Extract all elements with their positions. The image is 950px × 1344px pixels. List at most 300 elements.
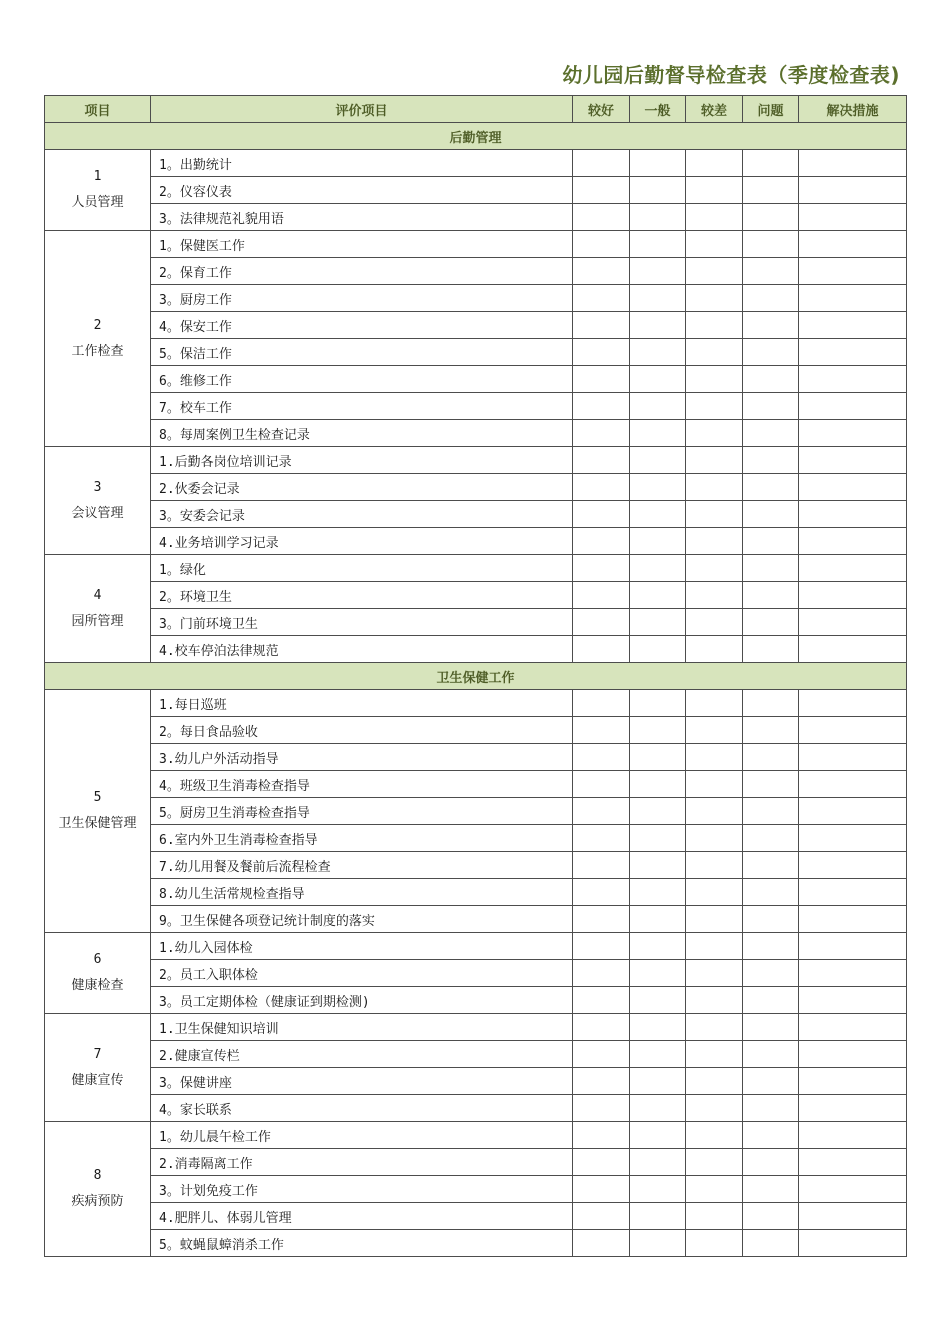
rating-average-cell[interactable] (630, 393, 686, 420)
table-row (45, 825, 907, 852)
rating-good-cell[interactable] (573, 879, 630, 906)
table-row (45, 933, 907, 960)
problem-cell[interactable] (743, 1095, 799, 1122)
rating-good-cell[interactable] (573, 366, 630, 393)
problem-cell[interactable] (743, 582, 799, 609)
rating-poor-cell[interactable] (686, 987, 743, 1014)
rating-good-cell[interactable] (573, 555, 630, 582)
rating-poor-cell[interactable] (686, 1095, 743, 1122)
evaluation-item: 5。厨房卫生消毒检查指导 (151, 798, 573, 825)
evaluation-item: 4.校车停泊法律规范 (151, 636, 573, 663)
problem-cell[interactable] (743, 150, 799, 177)
rating-poor-cell[interactable] (686, 366, 743, 393)
rating-average-cell[interactable] (630, 1122, 686, 1149)
rating-poor-cell[interactable] (686, 204, 743, 231)
category-number: 4 (93, 587, 102, 603)
table-row (45, 501, 907, 528)
category-name: 疾病预防 (71, 1194, 124, 1209)
evaluation-item: 2。保育工作 (151, 258, 573, 285)
evaluation-item: 9。卫生保健各项登记统计制度的落实 (151, 906, 573, 933)
rating-average-cell[interactable] (630, 1068, 686, 1095)
solution-cell[interactable] (799, 690, 907, 717)
solution-cell[interactable] (799, 717, 907, 744)
evaluation-item: 2.伙委会记录 (151, 474, 573, 501)
evaluation-item: 1。出勤统计 (151, 150, 573, 177)
evaluation-item: 3。门前环境卫生 (151, 609, 573, 636)
rating-average-cell[interactable] (630, 933, 686, 960)
rating-average-cell[interactable] (630, 879, 686, 906)
rating-good-cell[interactable] (573, 933, 630, 960)
rating-poor-cell[interactable] (686, 1122, 743, 1149)
solution-cell[interactable] (799, 1014, 907, 1041)
section-title: 卫生保健工作 (45, 663, 907, 690)
problem-cell[interactable] (743, 204, 799, 231)
rating-good-cell[interactable] (573, 690, 630, 717)
category-number: 5 (93, 790, 102, 805)
solution-cell[interactable] (799, 420, 907, 447)
section-header-row (45, 663, 907, 690)
solution-cell[interactable] (799, 933, 907, 960)
evaluation-item: 5。蚊蝇鼠蟑消杀工作 (151, 1230, 573, 1257)
rating-poor-cell[interactable] (686, 501, 743, 528)
rating-good-cell[interactable] (573, 582, 630, 609)
rating-average-cell[interactable] (630, 987, 686, 1014)
evaluation-item: 2。环境卫生 (151, 582, 573, 609)
header-item: 评价项目 (151, 96, 573, 123)
rating-poor-cell[interactable] (686, 933, 743, 960)
problem-cell[interactable] (743, 285, 799, 312)
table-body (45, 123, 907, 1257)
rating-poor-cell[interactable] (686, 447, 743, 474)
rating-average-cell[interactable] (630, 339, 686, 366)
rating-poor-cell[interactable] (686, 1041, 743, 1068)
rating-poor-cell[interactable] (686, 690, 743, 717)
solution-cell[interactable] (799, 204, 907, 231)
evaluation-item: 6.室内外卫生消毒检查指导 (151, 825, 573, 852)
rating-good-cell[interactable] (573, 1149, 630, 1176)
rating-good-cell[interactable] (573, 798, 630, 825)
rating-good-cell[interactable] (573, 906, 630, 933)
rating-average-cell[interactable] (630, 744, 686, 771)
table-row (45, 231, 907, 258)
rating-poor-cell[interactable] (686, 582, 743, 609)
problem-cell[interactable] (743, 1176, 799, 1203)
category-cell (45, 690, 151, 933)
table-row (45, 339, 907, 366)
rating-average-cell[interactable] (630, 474, 686, 501)
solution-cell[interactable] (799, 474, 907, 501)
table-row (45, 744, 907, 771)
header-solution: 解决措施 (799, 96, 907, 123)
table-row (45, 150, 907, 177)
evaluation-item: 2。仪容仪表 (151, 177, 573, 204)
table-row (45, 1041, 907, 1068)
rating-poor-cell[interactable] (686, 771, 743, 798)
solution-cell[interactable] (799, 582, 907, 609)
category-number: 7 (93, 1046, 102, 1062)
rating-good-cell[interactable] (573, 177, 630, 204)
rating-average-cell[interactable] (630, 177, 686, 204)
rating-average-cell[interactable] (630, 636, 686, 663)
rating-average-cell[interactable] (630, 771, 686, 798)
rating-poor-cell[interactable] (686, 1068, 743, 1095)
solution-cell[interactable] (799, 447, 907, 474)
category-name: 健康宣传 (71, 1072, 124, 1088)
solution-cell[interactable] (799, 636, 907, 663)
table-row (45, 258, 907, 285)
solution-cell[interactable] (799, 1122, 907, 1149)
rating-average-cell[interactable] (630, 1014, 686, 1041)
table-row (45, 1068, 907, 1095)
solution-cell[interactable] (799, 825, 907, 852)
rating-good-cell[interactable] (573, 474, 630, 501)
evaluation-item: 2.健康宣传栏 (151, 1041, 573, 1068)
rating-poor-cell[interactable] (686, 420, 743, 447)
rating-poor-cell[interactable] (686, 528, 743, 555)
rating-average-cell[interactable] (630, 906, 686, 933)
rating-good-cell[interactable] (573, 609, 630, 636)
category-cell (45, 555, 151, 663)
evaluation-item: 3。计划免疫工作 (151, 1176, 573, 1203)
evaluation-item: 7。校车工作 (151, 393, 573, 420)
problem-cell[interactable] (743, 366, 799, 393)
solution-cell[interactable] (799, 177, 907, 204)
evaluation-item: 3。安委会记录 (151, 501, 573, 528)
rating-average-cell[interactable] (630, 528, 686, 555)
problem-cell[interactable] (743, 501, 799, 528)
rating-good-cell[interactable] (573, 987, 630, 1014)
table-row (45, 1203, 907, 1230)
problem-cell[interactable] (743, 609, 799, 636)
problem-cell[interactable] (743, 1068, 799, 1095)
problem-cell[interactable] (743, 960, 799, 987)
problem-cell[interactable] (743, 771, 799, 798)
rating-poor-cell[interactable] (686, 636, 743, 663)
rating-good-cell[interactable] (573, 1014, 630, 1041)
problem-cell[interactable] (743, 798, 799, 825)
problem-cell[interactable] (743, 690, 799, 717)
evaluation-item: 8.幼儿生活常规检查指导 (151, 879, 573, 906)
rating-average-cell[interactable] (630, 1149, 686, 1176)
solution-cell[interactable] (799, 528, 907, 555)
rating-good-cell[interactable] (573, 150, 630, 177)
evaluation-item: 1.后勤各岗位培训记录 (151, 447, 573, 474)
rating-good-cell[interactable] (573, 825, 630, 852)
table-row (45, 1122, 907, 1149)
table-row (45, 366, 907, 393)
category-name: 工作检查 (71, 343, 124, 359)
rating-good-cell[interactable] (573, 1176, 630, 1203)
solution-cell[interactable] (799, 879, 907, 906)
solution-cell[interactable] (799, 1203, 907, 1230)
problem-cell[interactable] (743, 312, 799, 339)
category-cell (45, 1014, 151, 1122)
table-row (45, 285, 907, 312)
rating-good-cell[interactable] (573, 1122, 630, 1149)
page-title: 幼儿园后勤督导检查表（季度检查表) (562, 63, 900, 87)
category-name: 园所管理 (71, 613, 124, 629)
rating-poor-cell[interactable] (686, 852, 743, 879)
evaluation-item: 5。保洁工作 (151, 339, 573, 366)
rating-average-cell[interactable] (630, 690, 686, 717)
solution-cell[interactable] (799, 312, 907, 339)
table-row (45, 798, 907, 825)
category-name: 会议管理 (71, 505, 124, 521)
table-row (45, 393, 907, 420)
solution-cell[interactable] (799, 852, 907, 879)
table-row (45, 717, 907, 744)
header-problem: 问题 (743, 96, 799, 123)
rating-poor-cell[interactable] (686, 906, 743, 933)
rating-good-cell[interactable] (573, 636, 630, 663)
rating-good-cell[interactable] (573, 1230, 630, 1257)
rating-good-cell[interactable] (573, 231, 630, 258)
rating-poor-cell[interactable] (686, 177, 743, 204)
evaluation-item: 1。保健医工作 (151, 231, 573, 258)
rating-good-cell[interactable] (573, 1068, 630, 1095)
category-number: 3 (93, 479, 102, 495)
problem-cell[interactable] (743, 933, 799, 960)
evaluation-item: 2。员工入职体检 (151, 960, 573, 987)
rating-good-cell[interactable] (573, 285, 630, 312)
solution-cell[interactable] (799, 393, 907, 420)
table-row (45, 1230, 907, 1257)
solution-cell[interactable] (799, 258, 907, 285)
evaluation-item: 3。保健讲座 (151, 1068, 573, 1095)
rating-good-cell[interactable] (573, 501, 630, 528)
table-row (45, 1095, 907, 1122)
rating-average-cell[interactable] (630, 960, 686, 987)
rating-poor-cell[interactable] (686, 798, 743, 825)
evaluation-item: 3。厨房工作 (151, 285, 573, 312)
rating-average-cell[interactable] (630, 150, 686, 177)
header-good: 较好 (573, 96, 630, 123)
rating-good-cell[interactable] (573, 204, 630, 231)
rating-good-cell[interactable] (573, 960, 630, 987)
solution-cell[interactable] (799, 1149, 907, 1176)
table-header-row (45, 96, 907, 123)
rating-poor-cell[interactable] (686, 555, 743, 582)
rating-average-cell[interactable] (630, 798, 686, 825)
rating-poor-cell[interactable] (686, 1230, 743, 1257)
rating-poor-cell[interactable] (686, 393, 743, 420)
table-row (45, 420, 907, 447)
solution-cell[interactable] (799, 906, 907, 933)
rating-average-cell[interactable] (630, 447, 686, 474)
rating-average-cell[interactable] (630, 501, 686, 528)
table-row (45, 1176, 907, 1203)
solution-cell[interactable] (799, 501, 907, 528)
table-row (45, 609, 907, 636)
problem-cell[interactable] (743, 987, 799, 1014)
solution-cell[interactable] (799, 285, 907, 312)
category-cell (45, 1122, 151, 1257)
solution-cell[interactable] (799, 1176, 907, 1203)
solution-cell[interactable] (799, 744, 907, 771)
problem-cell[interactable] (743, 1230, 799, 1257)
problem-cell[interactable] (743, 744, 799, 771)
category-number: 6 (93, 952, 102, 967)
rating-poor-cell[interactable] (686, 474, 743, 501)
rating-good-cell[interactable] (573, 528, 630, 555)
problem-cell[interactable] (743, 528, 799, 555)
solution-cell[interactable] (799, 1041, 907, 1068)
category-number: 8 (93, 1168, 102, 1183)
table-row (45, 555, 907, 582)
solution-cell[interactable] (799, 1068, 907, 1095)
rating-good-cell[interactable] (573, 744, 630, 771)
solution-cell[interactable] (799, 339, 907, 366)
rating-average-cell[interactable] (630, 285, 686, 312)
rating-average-cell[interactable] (630, 366, 686, 393)
problem-cell[interactable] (743, 1149, 799, 1176)
rating-poor-cell[interactable] (686, 609, 743, 636)
evaluation-item: 3。员工定期体检（健康证到期检测) (151, 987, 573, 1014)
problem-cell[interactable] (743, 852, 799, 879)
problem-cell[interactable] (743, 447, 799, 474)
rating-good-cell[interactable] (573, 1095, 630, 1122)
table-row (45, 852, 907, 879)
evaluation-item: 1。幼儿晨午检工作 (151, 1122, 573, 1149)
rating-average-cell[interactable] (630, 609, 686, 636)
rating-poor-cell[interactable] (686, 150, 743, 177)
problem-cell[interactable] (743, 1041, 799, 1068)
category-cell (45, 933, 151, 1014)
rating-average-cell[interactable] (630, 231, 686, 258)
rating-poor-cell[interactable] (686, 312, 743, 339)
solution-cell[interactable] (799, 771, 907, 798)
rating-good-cell[interactable] (573, 771, 630, 798)
rating-good-cell[interactable] (573, 717, 630, 744)
solution-cell[interactable] (799, 366, 907, 393)
header-poor: 较差 (686, 96, 743, 123)
category-name: 健康检查 (71, 978, 124, 993)
rating-average-cell[interactable] (630, 1203, 686, 1230)
rating-poor-cell[interactable] (686, 744, 743, 771)
table-row (45, 771, 907, 798)
rating-poor-cell[interactable] (686, 285, 743, 312)
table-row (45, 987, 907, 1014)
rating-good-cell[interactable] (573, 312, 630, 339)
evaluation-item: 3。法律规范礼貌用语 (151, 204, 573, 231)
solution-cell[interactable] (799, 1230, 907, 1257)
rating-average-cell[interactable] (630, 204, 686, 231)
rating-average-cell[interactable] (630, 1176, 686, 1203)
rating-poor-cell[interactable] (686, 339, 743, 366)
inspection-table (44, 95, 907, 1257)
problem-cell[interactable] (743, 879, 799, 906)
evaluation-item: 1。绿化 (151, 555, 573, 582)
table-row (45, 879, 907, 906)
solution-cell[interactable] (799, 150, 907, 177)
problem-cell[interactable] (743, 339, 799, 366)
problem-cell[interactable] (743, 420, 799, 447)
evaluation-item: 7.幼儿用餐及餐前后流程检查 (151, 852, 573, 879)
table-row (45, 1014, 907, 1041)
table-row (45, 447, 907, 474)
problem-cell[interactable] (743, 1203, 799, 1230)
rating-poor-cell[interactable] (686, 1203, 743, 1230)
rating-average-cell[interactable] (630, 312, 686, 339)
rating-average-cell[interactable] (630, 1230, 686, 1257)
evaluation-item: 3.幼儿户外活动指导 (151, 744, 573, 771)
problem-cell[interactable] (743, 1014, 799, 1041)
evaluation-item: 1.卫生保健知识培训 (151, 1014, 573, 1041)
problem-cell[interactable] (743, 1122, 799, 1149)
evaluation-item: 2.消毒隔离工作 (151, 1149, 573, 1176)
problem-cell[interactable] (743, 474, 799, 501)
rating-average-cell[interactable] (630, 258, 686, 285)
evaluation-item: 4。家长联系 (151, 1095, 573, 1122)
rating-good-cell[interactable] (573, 852, 630, 879)
problem-cell[interactable] (743, 393, 799, 420)
rating-average-cell[interactable] (630, 420, 686, 447)
header-category: 项目 (45, 96, 151, 123)
rating-average-cell[interactable] (630, 852, 686, 879)
rating-average-cell[interactable] (630, 582, 686, 609)
evaluation-item: 4.业务培训学习记录 (151, 528, 573, 555)
solution-cell[interactable] (799, 798, 907, 825)
solution-cell[interactable] (799, 987, 907, 1014)
rating-average-cell[interactable] (630, 825, 686, 852)
category-name: 卫生保健管理 (58, 816, 137, 831)
rating-good-cell[interactable] (573, 393, 630, 420)
problem-cell[interactable] (743, 717, 799, 744)
rating-good-cell[interactable] (573, 420, 630, 447)
rating-good-cell[interactable] (573, 447, 630, 474)
rating-poor-cell[interactable] (686, 879, 743, 906)
problem-cell[interactable] (743, 906, 799, 933)
rating-average-cell[interactable] (630, 555, 686, 582)
category-number: 1 (93, 169, 102, 184)
rating-poor-cell[interactable] (686, 1014, 743, 1041)
evaluation-item: 4.肥胖儿、体弱儿管理 (151, 1203, 573, 1230)
solution-cell[interactable] (799, 1095, 907, 1122)
solution-cell[interactable] (799, 960, 907, 987)
category-cell (45, 231, 151, 447)
rating-poor-cell[interactable] (686, 717, 743, 744)
problem-cell[interactable] (743, 825, 799, 852)
rating-good-cell[interactable] (573, 1041, 630, 1068)
problem-cell[interactable] (743, 177, 799, 204)
rating-poor-cell[interactable] (686, 231, 743, 258)
solution-cell[interactable] (799, 555, 907, 582)
section-title: 后勤管理 (45, 123, 907, 150)
problem-cell[interactable] (743, 258, 799, 285)
rating-poor-cell[interactable] (686, 825, 743, 852)
rating-good-cell[interactable] (573, 339, 630, 366)
solution-cell[interactable] (799, 231, 907, 258)
problem-cell[interactable] (743, 231, 799, 258)
rating-good-cell[interactable] (573, 258, 630, 285)
solution-cell[interactable] (799, 609, 907, 636)
problem-cell[interactable] (743, 636, 799, 663)
category-cell (45, 447, 151, 555)
rating-poor-cell[interactable] (686, 960, 743, 987)
category-cell (45, 150, 151, 231)
rating-average-cell[interactable] (630, 1095, 686, 1122)
rating-average-cell[interactable] (630, 717, 686, 744)
category-number: 2 (93, 317, 102, 333)
rating-poor-cell[interactable] (686, 258, 743, 285)
rating-poor-cell[interactable] (686, 1176, 743, 1203)
rating-poor-cell[interactable] (686, 1149, 743, 1176)
problem-cell[interactable] (743, 555, 799, 582)
rating-average-cell[interactable] (630, 1041, 686, 1068)
category-name: 人员管理 (71, 195, 124, 210)
rating-good-cell[interactable] (573, 1203, 630, 1230)
table-row (45, 960, 907, 987)
